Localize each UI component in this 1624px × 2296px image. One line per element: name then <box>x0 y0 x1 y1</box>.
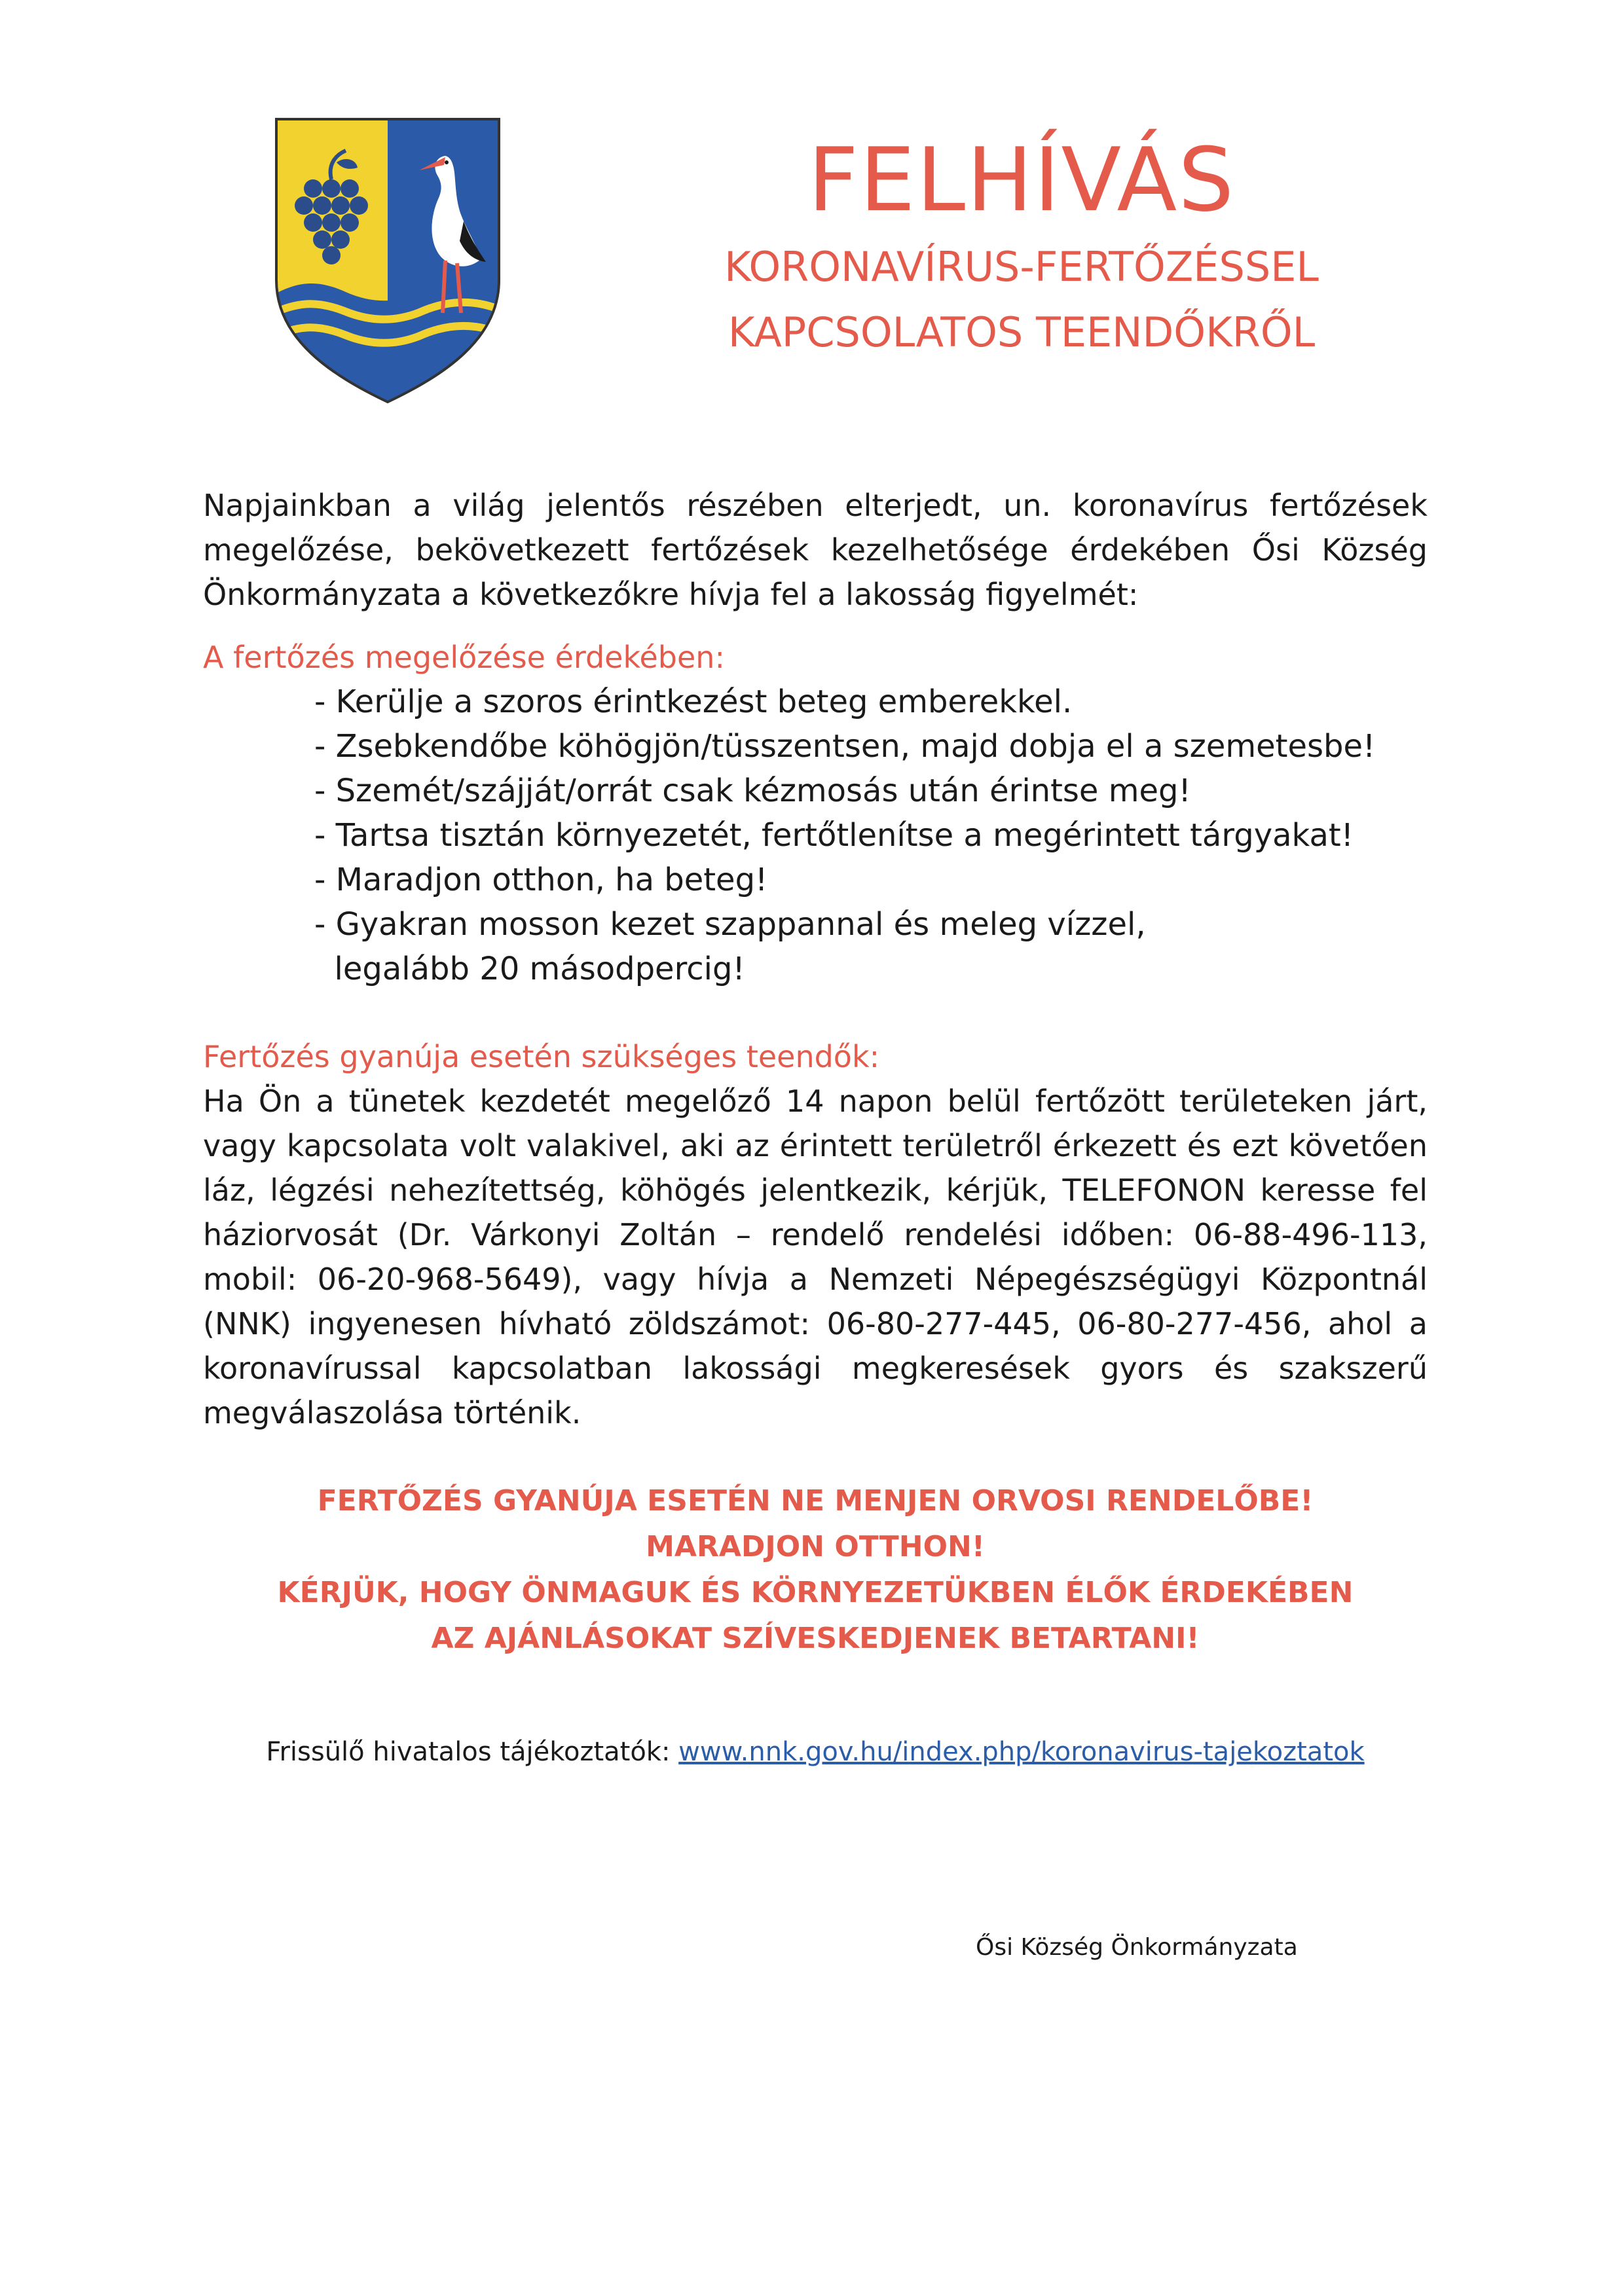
warning-line-2: MARADJON OTTHON! <box>646 1530 985 1563</box>
page-title: FELHÍVÁS <box>807 129 1236 231</box>
list-item: - Szemét/szájját/orrát csak kézmosás után érintse meg! <box>314 773 1191 809</box>
header <box>629 131 1414 365</box>
subtitle-line-2: KAPCSOLATOS TEENDŐKRŐL <box>728 308 1316 356</box>
intro-paragraph: Napjainkban a világ jelentős részében elterjedt, un. koronavírus fertőzések megelőzése, bekövetkezett fertőzések kezelhetősége érdekében Ősi Község Önkormányzata a következőkre hívja fel a lakosság figyelmét: <box>203 488 1428 612</box>
list-item: - Gyakran mosson kezet szappannal és meleg vízzel, <box>314 906 1146 943</box>
subtitle-line-1: KORONAVÍRUS-FERTŐZÉSSEL <box>724 243 1319 291</box>
main-content <box>203 483 1428 1772</box>
signature: Ősi Község Önkormányzata <box>976 1934 1298 1961</box>
prevention-heading: A fertőzés megelőzése érdekében: <box>203 640 725 675</box>
warning-line-4: AZ AJÁNLÁSOKAT SZÍVESKEDJENEK BETARTANI! <box>431 1622 1200 1655</box>
list-item: - Kerülje a szoros érintkezést beteg emberekkel. <box>314 683 1073 720</box>
info-label: Frissülő hivatalos tájékoztatók: <box>266 1737 671 1767</box>
list-item: - Maradjon otthon, ha beteg! <box>314 862 768 898</box>
coat-of-arms-icon <box>274 117 502 405</box>
suspicion-heading: Fertőzés gyanúja esetén szükséges teendők: <box>203 1039 880 1074</box>
list-item: - Zsebkendőbe köhögjön/tüsszentsen, majd dobja el a szemetesbe! <box>314 728 1376 765</box>
nnk-info-link[interactable]: www.nnk.gov.hu/index.php/koronavirus-tajekoztatok <box>678 1737 1365 1767</box>
prevention-list <box>203 680 1428 991</box>
info-line <box>203 1732 1428 1772</box>
warning-line-1: FERTŐZÉS GYANÚJA ESETÉN NE MENJEN ORVOSI RENDELŐBE! <box>317 1484 1314 1518</box>
list-item: legalább 20 másodpercig! <box>314 951 745 987</box>
suspicion-paragraph: Ha Ön a tünetek kezdetét megelőző 14 napon belül fertőzött területeken járt, vagy kapcsolata volt valakivel, aki az érintett területről érkezett és ezt követően láz, légzési nehezítettség, köhögés jelentkezik, kérjük, TELEFONON keresse fel háziorvosát (Dr. Várkonyi Zoltán – rendelő rendelési időben: 06-88-496-113, mobil: 06-20-968-5649), vagy hívja a Nemzeti Népegészségügyi Központnál (NNK) ingyenesen hívható zöldszámot: 06-80-277-445, 06-80-277-456, ahol a koronavírussal kapcsolatban lakossági megkeresések gyors és szakszerű megválaszolása történik. <box>203 1084 1428 1430</box>
list-item: - Tartsa tisztán környezetét, fertőtlenítse a megérintett tárgyakat! <box>314 817 1354 854</box>
warning-line-3: KÉRJÜK, HOGY ÖNMAGUK ÉS KÖRNYEZETÜKBEN ÉLŐK ÉRDEKÉBEN <box>277 1576 1354 1609</box>
